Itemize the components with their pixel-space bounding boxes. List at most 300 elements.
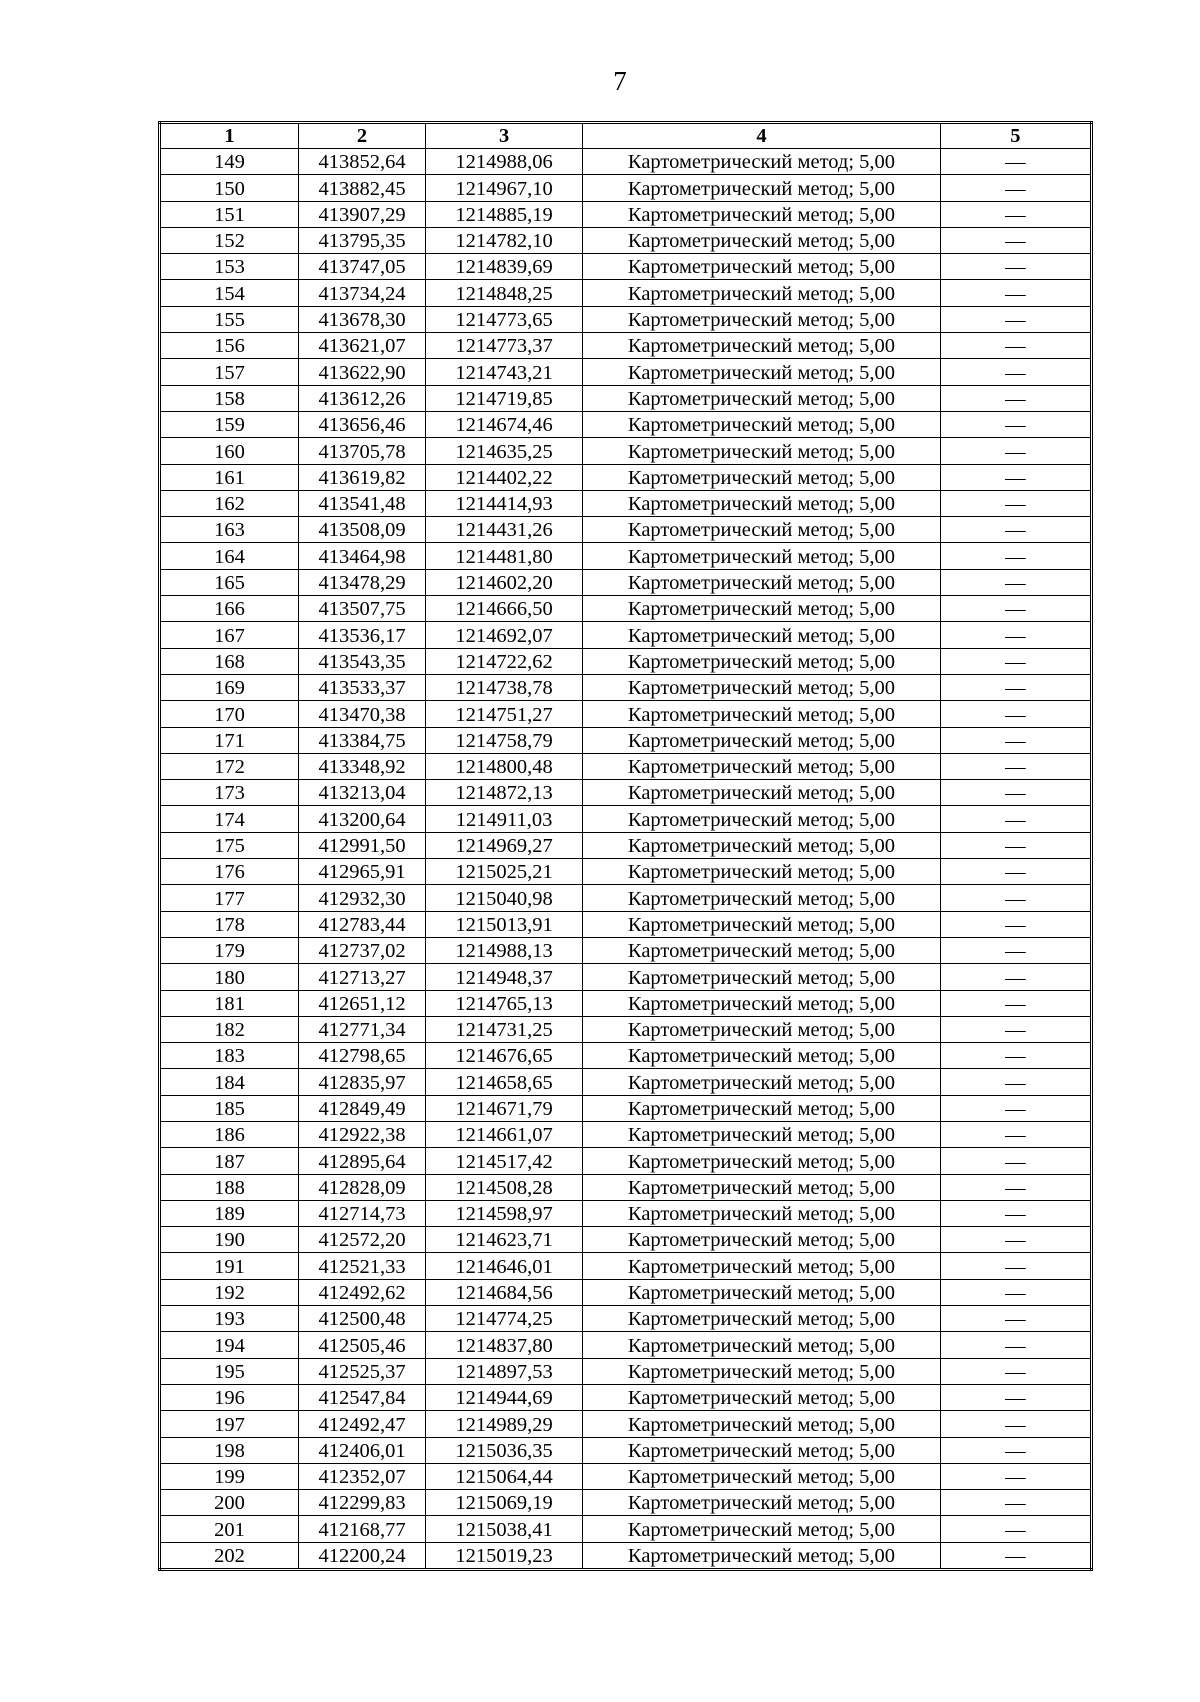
method-cell: Картометрический метод; 5,00 bbox=[583, 569, 941, 595]
point-number-cell: 169 bbox=[160, 674, 299, 700]
x-coordinate-cell: 412521,33 bbox=[299, 1253, 426, 1279]
point-number-cell: 190 bbox=[160, 1227, 299, 1253]
x-coordinate-cell: 412299,83 bbox=[299, 1490, 426, 1516]
point-number-cell: 199 bbox=[160, 1463, 299, 1489]
y-coordinate-cell: 1214722,62 bbox=[425, 648, 582, 674]
table-row bbox=[160, 1332, 1092, 1358]
method-cell: Картометрический метод; 5,00 bbox=[583, 149, 941, 175]
x-coordinate-cell: 412492,47 bbox=[299, 1411, 426, 1437]
column-header: 1 bbox=[160, 123, 299, 149]
note-cell: — bbox=[940, 201, 1091, 227]
point-number-cell: 175 bbox=[160, 832, 299, 858]
table-row bbox=[160, 385, 1092, 411]
page-number: 7 bbox=[613, 66, 627, 96]
y-coordinate-cell: 1215036,35 bbox=[425, 1437, 582, 1463]
note-cell: — bbox=[940, 1016, 1091, 1042]
x-coordinate-cell: 413507,75 bbox=[299, 596, 426, 622]
method-cell: Картометрический метод; 5,00 bbox=[583, 464, 941, 490]
point-number-cell: 165 bbox=[160, 569, 299, 595]
note-cell: — bbox=[940, 411, 1091, 437]
point-number-cell: 157 bbox=[160, 359, 299, 385]
table-row bbox=[160, 438, 1092, 464]
note-cell: — bbox=[940, 517, 1091, 543]
method-cell: Картометрический метод; 5,00 bbox=[583, 937, 941, 963]
method-cell: Картометрический метод; 5,00 bbox=[583, 1095, 941, 1121]
x-coordinate-cell: 412352,07 bbox=[299, 1463, 426, 1489]
method-cell: Картометрический метод; 5,00 bbox=[583, 780, 941, 806]
table-row bbox=[160, 648, 1092, 674]
method-cell: Картометрический метод; 5,00 bbox=[583, 333, 941, 359]
method-cell: Картометрический метод; 5,00 bbox=[583, 1174, 941, 1200]
x-coordinate-cell: 412168,77 bbox=[299, 1516, 426, 1542]
note-cell: — bbox=[940, 1279, 1091, 1305]
method-cell: Картометрический метод; 5,00 bbox=[583, 1411, 941, 1437]
point-number-cell: 183 bbox=[160, 1043, 299, 1069]
note-cell: — bbox=[940, 1332, 1091, 1358]
method-cell: Картометрический метод; 5,00 bbox=[583, 1121, 941, 1147]
method-cell: Картометрический метод; 5,00 bbox=[583, 859, 941, 885]
method-cell: Картометрический метод; 5,00 bbox=[583, 964, 941, 990]
y-coordinate-cell: 1214684,56 bbox=[425, 1279, 582, 1305]
note-cell: — bbox=[940, 911, 1091, 937]
point-number-cell: 194 bbox=[160, 1332, 299, 1358]
method-cell: Картометрический метод; 5,00 bbox=[583, 1490, 941, 1516]
table-row bbox=[160, 1358, 1092, 1384]
note-cell: — bbox=[940, 254, 1091, 280]
y-coordinate-cell: 1215025,21 bbox=[425, 859, 582, 885]
point-number-cell: 160 bbox=[160, 438, 299, 464]
table-row bbox=[160, 832, 1092, 858]
table-row bbox=[160, 411, 1092, 437]
y-coordinate-cell: 1214738,78 bbox=[425, 674, 582, 700]
point-number-cell: 201 bbox=[160, 1516, 299, 1542]
table-row bbox=[160, 1306, 1092, 1332]
x-coordinate-cell: 413705,78 bbox=[299, 438, 426, 464]
table-row bbox=[160, 806, 1092, 832]
table-row bbox=[160, 306, 1092, 332]
x-coordinate-cell: 412547,84 bbox=[299, 1384, 426, 1410]
table-row bbox=[160, 964, 1092, 990]
point-number-cell: 193 bbox=[160, 1306, 299, 1332]
point-number-cell: 149 bbox=[160, 149, 299, 175]
x-coordinate-cell: 412572,20 bbox=[299, 1227, 426, 1253]
table-row bbox=[160, 1016, 1092, 1042]
note-cell: — bbox=[940, 333, 1091, 359]
table-row bbox=[160, 1411, 1092, 1437]
note-cell: — bbox=[940, 1227, 1091, 1253]
point-number-cell: 181 bbox=[160, 990, 299, 1016]
x-coordinate-cell: 413882,45 bbox=[299, 175, 426, 201]
note-cell: — bbox=[940, 859, 1091, 885]
table-row bbox=[160, 859, 1092, 885]
y-coordinate-cell: 1214967,10 bbox=[425, 175, 582, 201]
point-number-cell: 179 bbox=[160, 937, 299, 963]
point-number-cell: 174 bbox=[160, 806, 299, 832]
note-cell: — bbox=[940, 753, 1091, 779]
x-coordinate-cell: 412406,01 bbox=[299, 1437, 426, 1463]
point-number-cell: 184 bbox=[160, 1069, 299, 1095]
x-coordinate-cell: 413852,64 bbox=[299, 149, 426, 175]
method-cell: Картометрический метод; 5,00 bbox=[583, 1384, 941, 1410]
y-coordinate-cell: 1214674,46 bbox=[425, 411, 582, 437]
table-row bbox=[160, 701, 1092, 727]
table-row bbox=[160, 1542, 1092, 1569]
y-coordinate-cell: 1214671,79 bbox=[425, 1095, 582, 1121]
point-number-cell: 189 bbox=[160, 1200, 299, 1226]
method-cell: Картометрический метод; 5,00 bbox=[583, 1200, 941, 1226]
point-number-cell: 192 bbox=[160, 1279, 299, 1305]
point-number-cell: 187 bbox=[160, 1148, 299, 1174]
point-number-cell: 172 bbox=[160, 753, 299, 779]
note-cell: — bbox=[940, 964, 1091, 990]
note-cell: — bbox=[940, 1174, 1091, 1200]
point-number-cell: 188 bbox=[160, 1174, 299, 1200]
point-number-cell: 170 bbox=[160, 701, 299, 727]
table-row bbox=[160, 911, 1092, 937]
table-row bbox=[160, 937, 1092, 963]
table-row bbox=[160, 596, 1092, 622]
x-coordinate-cell: 413348,92 bbox=[299, 753, 426, 779]
x-coordinate-cell: 412835,97 bbox=[299, 1069, 426, 1095]
method-cell: Картометрический метод; 5,00 bbox=[583, 385, 941, 411]
table-body bbox=[160, 149, 1092, 1570]
x-coordinate-cell: 412492,62 bbox=[299, 1279, 426, 1305]
table-row bbox=[160, 1279, 1092, 1305]
y-coordinate-cell: 1214989,29 bbox=[425, 1411, 582, 1437]
point-number-cell: 150 bbox=[160, 175, 299, 201]
point-number-cell: 166 bbox=[160, 596, 299, 622]
note-cell: — bbox=[940, 1200, 1091, 1226]
note-cell: — bbox=[940, 385, 1091, 411]
x-coordinate-cell: 413619,82 bbox=[299, 464, 426, 490]
y-coordinate-cell: 1214623,71 bbox=[425, 1227, 582, 1253]
point-number-cell: 161 bbox=[160, 464, 299, 490]
x-coordinate-cell: 413734,24 bbox=[299, 280, 426, 306]
point-number-cell: 168 bbox=[160, 648, 299, 674]
y-coordinate-cell: 1214897,53 bbox=[425, 1358, 582, 1384]
x-coordinate-cell: 412714,73 bbox=[299, 1200, 426, 1226]
table-row bbox=[160, 753, 1092, 779]
table-row bbox=[160, 1148, 1092, 1174]
y-coordinate-cell: 1214872,13 bbox=[425, 780, 582, 806]
x-coordinate-cell: 412922,38 bbox=[299, 1121, 426, 1147]
method-cell: Картометрический метод; 5,00 bbox=[583, 543, 941, 569]
method-cell: Картометрический метод; 5,00 bbox=[583, 1069, 941, 1095]
x-coordinate-cell: 413384,75 bbox=[299, 727, 426, 753]
table-row bbox=[160, 464, 1092, 490]
note-cell: — bbox=[940, 1069, 1091, 1095]
x-coordinate-cell: 412713,27 bbox=[299, 964, 426, 990]
method-cell: Картометрический метод; 5,00 bbox=[583, 280, 941, 306]
column-header: 4 bbox=[583, 123, 941, 149]
method-cell: Картометрический метод; 5,00 bbox=[583, 674, 941, 700]
y-coordinate-cell: 1214837,80 bbox=[425, 1332, 582, 1358]
note-cell: — bbox=[940, 227, 1091, 253]
note-cell: — bbox=[940, 727, 1091, 753]
y-coordinate-cell: 1214517,42 bbox=[425, 1148, 582, 1174]
y-coordinate-cell: 1214773,37 bbox=[425, 333, 582, 359]
note-cell: — bbox=[940, 490, 1091, 516]
note-cell: — bbox=[940, 596, 1091, 622]
note-cell: — bbox=[940, 569, 1091, 595]
y-coordinate-cell: 1214800,48 bbox=[425, 753, 582, 779]
method-cell: Картометрический метод; 5,00 bbox=[583, 1043, 941, 1069]
y-coordinate-cell: 1214676,65 bbox=[425, 1043, 582, 1069]
table-row bbox=[160, 1200, 1092, 1226]
y-coordinate-cell: 1215040,98 bbox=[425, 885, 582, 911]
point-number-cell: 178 bbox=[160, 911, 299, 937]
method-cell: Картометрический метод; 5,00 bbox=[583, 911, 941, 937]
note-cell: — bbox=[940, 359, 1091, 385]
note-cell: — bbox=[940, 543, 1091, 569]
y-coordinate-cell: 1214848,25 bbox=[425, 280, 582, 306]
note-cell: — bbox=[940, 175, 1091, 201]
method-cell: Картометрический метод; 5,00 bbox=[583, 306, 941, 332]
note-cell: — bbox=[940, 937, 1091, 963]
note-cell: — bbox=[940, 1490, 1091, 1516]
x-coordinate-cell: 412200,24 bbox=[299, 1542, 426, 1569]
y-coordinate-cell: 1214402,22 bbox=[425, 464, 582, 490]
method-cell: Картометрический метод; 5,00 bbox=[583, 753, 941, 779]
point-number-cell: 167 bbox=[160, 622, 299, 648]
method-cell: Картометрический метод; 5,00 bbox=[583, 832, 941, 858]
x-coordinate-cell: 413678,30 bbox=[299, 306, 426, 332]
point-number-cell: 202 bbox=[160, 1542, 299, 1569]
method-cell: Картометрический метод; 5,00 bbox=[583, 227, 941, 253]
y-coordinate-cell: 1214508,28 bbox=[425, 1174, 582, 1200]
method-cell: Картометрический метод; 5,00 bbox=[583, 727, 941, 753]
column-header: 3 bbox=[425, 123, 582, 149]
point-number-cell: 171 bbox=[160, 727, 299, 753]
note-cell: — bbox=[940, 806, 1091, 832]
point-number-cell: 155 bbox=[160, 306, 299, 332]
y-coordinate-cell: 1214661,07 bbox=[425, 1121, 582, 1147]
note-cell: — bbox=[940, 280, 1091, 306]
method-cell: Картометрический метод; 5,00 bbox=[583, 490, 941, 516]
point-number-cell: 186 bbox=[160, 1121, 299, 1147]
y-coordinate-cell: 1214731,25 bbox=[425, 1016, 582, 1042]
method-cell: Картометрический метод; 5,00 bbox=[583, 1542, 941, 1569]
point-number-cell: 198 bbox=[160, 1437, 299, 1463]
method-cell: Картометрический метод; 5,00 bbox=[583, 1227, 941, 1253]
point-number-cell: 197 bbox=[160, 1411, 299, 1437]
method-cell: Картометрический метод; 5,00 bbox=[583, 990, 941, 1016]
x-coordinate-cell: 412798,65 bbox=[299, 1043, 426, 1069]
table-row bbox=[160, 1253, 1092, 1279]
point-number-cell: 162 bbox=[160, 490, 299, 516]
point-number-cell: 176 bbox=[160, 859, 299, 885]
table-row bbox=[160, 543, 1092, 569]
table-header-row bbox=[160, 123, 1092, 149]
point-number-cell: 154 bbox=[160, 280, 299, 306]
point-number-cell: 180 bbox=[160, 964, 299, 990]
x-coordinate-cell: 413541,48 bbox=[299, 490, 426, 516]
method-cell: Картометрический метод; 5,00 bbox=[583, 596, 941, 622]
method-cell: Картометрический метод; 5,00 bbox=[583, 622, 941, 648]
method-cell: Картометрический метод; 5,00 bbox=[583, 701, 941, 727]
note-cell: — bbox=[940, 832, 1091, 858]
method-cell: Картометрический метод; 5,00 bbox=[583, 1437, 941, 1463]
note-cell: — bbox=[940, 674, 1091, 700]
note-cell: — bbox=[940, 1463, 1091, 1489]
point-number-cell: 156 bbox=[160, 333, 299, 359]
table-row bbox=[160, 1516, 1092, 1542]
x-coordinate-cell: 412895,64 bbox=[299, 1148, 426, 1174]
point-number-cell: 177 bbox=[160, 885, 299, 911]
x-coordinate-cell: 412849,49 bbox=[299, 1095, 426, 1121]
x-coordinate-cell: 412771,34 bbox=[299, 1016, 426, 1042]
note-cell: — bbox=[940, 1437, 1091, 1463]
note-cell: — bbox=[940, 1306, 1091, 1332]
y-coordinate-cell: 1214414,93 bbox=[425, 490, 582, 516]
x-coordinate-cell: 413612,26 bbox=[299, 385, 426, 411]
table-row bbox=[160, 1437, 1092, 1463]
x-coordinate-cell: 412932,30 bbox=[299, 885, 426, 911]
x-coordinate-cell: 413907,29 bbox=[299, 201, 426, 227]
x-coordinate-cell: 413622,90 bbox=[299, 359, 426, 385]
point-number-cell: 182 bbox=[160, 1016, 299, 1042]
x-coordinate-cell: 413470,38 bbox=[299, 701, 426, 727]
y-coordinate-cell: 1214988,13 bbox=[425, 937, 582, 963]
table-row bbox=[160, 1069, 1092, 1095]
point-number-cell: 200 bbox=[160, 1490, 299, 1516]
x-coordinate-cell: 412737,02 bbox=[299, 937, 426, 963]
note-cell: — bbox=[940, 648, 1091, 674]
y-coordinate-cell: 1215038,41 bbox=[425, 1516, 582, 1542]
x-coordinate-cell: 412965,91 bbox=[299, 859, 426, 885]
method-cell: Картометрический метод; 5,00 bbox=[583, 438, 941, 464]
note-cell: — bbox=[940, 1253, 1091, 1279]
method-cell: Картометрический метод; 5,00 bbox=[583, 254, 941, 280]
note-cell: — bbox=[940, 622, 1091, 648]
x-coordinate-cell: 412783,44 bbox=[299, 911, 426, 937]
y-coordinate-cell: 1215069,19 bbox=[425, 1490, 582, 1516]
note-cell: — bbox=[940, 1411, 1091, 1437]
note-cell: — bbox=[940, 1043, 1091, 1069]
note-cell: — bbox=[940, 1384, 1091, 1410]
method-cell: Картометрический метод; 5,00 bbox=[583, 1332, 941, 1358]
point-number-cell: 173 bbox=[160, 780, 299, 806]
method-cell: Картометрический метод; 5,00 bbox=[583, 201, 941, 227]
x-coordinate-cell: 412500,48 bbox=[299, 1306, 426, 1332]
y-coordinate-cell: 1214969,27 bbox=[425, 832, 582, 858]
method-cell: Картометрический метод; 5,00 bbox=[583, 1358, 941, 1384]
point-number-cell: 152 bbox=[160, 227, 299, 253]
table-row bbox=[160, 1095, 1092, 1121]
method-cell: Картометрический метод; 5,00 bbox=[583, 411, 941, 437]
y-coordinate-cell: 1214431,26 bbox=[425, 517, 582, 543]
method-cell: Картометрический метод; 5,00 bbox=[583, 1463, 941, 1489]
y-coordinate-cell: 1214758,79 bbox=[425, 727, 582, 753]
table-row bbox=[160, 1174, 1092, 1200]
method-cell: Картометрический метод; 5,00 bbox=[583, 359, 941, 385]
column-header: 2 bbox=[299, 123, 426, 149]
y-coordinate-cell: 1214839,69 bbox=[425, 254, 582, 280]
x-coordinate-cell: 412828,09 bbox=[299, 1174, 426, 1200]
table-row bbox=[160, 1121, 1092, 1147]
point-number-cell: 185 bbox=[160, 1095, 299, 1121]
y-coordinate-cell: 1214598,97 bbox=[425, 1200, 582, 1226]
y-coordinate-cell: 1214911,03 bbox=[425, 806, 582, 832]
y-coordinate-cell: 1214692,07 bbox=[425, 622, 582, 648]
y-coordinate-cell: 1215019,23 bbox=[425, 1542, 582, 1569]
point-number-cell: 159 bbox=[160, 411, 299, 437]
method-cell: Картометрический метод; 5,00 bbox=[583, 1516, 941, 1542]
x-coordinate-cell: 413478,29 bbox=[299, 569, 426, 595]
x-coordinate-cell: 413464,98 bbox=[299, 543, 426, 569]
note-cell: — bbox=[940, 1358, 1091, 1384]
x-coordinate-cell: 413536,17 bbox=[299, 622, 426, 648]
method-cell: Картометрический метод; 5,00 bbox=[583, 1016, 941, 1042]
point-number-cell: 151 bbox=[160, 201, 299, 227]
table-row bbox=[160, 1043, 1092, 1069]
y-coordinate-cell: 1215013,91 bbox=[425, 911, 582, 937]
table-row bbox=[160, 990, 1092, 1016]
y-coordinate-cell: 1214635,25 bbox=[425, 438, 582, 464]
point-number-cell: 158 bbox=[160, 385, 299, 411]
note-cell: — bbox=[940, 438, 1091, 464]
note-cell: — bbox=[940, 1148, 1091, 1174]
table-row bbox=[160, 149, 1092, 175]
x-coordinate-cell: 413543,35 bbox=[299, 648, 426, 674]
table-row bbox=[160, 175, 1092, 201]
method-cell: Картометрический метод; 5,00 bbox=[583, 517, 941, 543]
coordinates-table bbox=[158, 121, 1093, 1571]
note-cell: — bbox=[940, 885, 1091, 911]
table-row bbox=[160, 622, 1092, 648]
x-coordinate-cell: 412991,50 bbox=[299, 832, 426, 858]
y-coordinate-cell: 1214773,65 bbox=[425, 306, 582, 332]
x-coordinate-cell: 413747,05 bbox=[299, 254, 426, 280]
table-row bbox=[160, 780, 1092, 806]
x-coordinate-cell: 412651,12 bbox=[299, 990, 426, 1016]
y-coordinate-cell: 1214658,65 bbox=[425, 1069, 582, 1095]
point-number-cell: 164 bbox=[160, 543, 299, 569]
y-coordinate-cell: 1214743,21 bbox=[425, 359, 582, 385]
note-cell: — bbox=[940, 1542, 1091, 1569]
table-row bbox=[160, 280, 1092, 306]
table-row bbox=[160, 569, 1092, 595]
y-coordinate-cell: 1214782,10 bbox=[425, 227, 582, 253]
table-row bbox=[160, 359, 1092, 385]
method-cell: Картометрический метод; 5,00 bbox=[583, 1306, 941, 1332]
note-cell: — bbox=[940, 990, 1091, 1016]
table-row bbox=[160, 333, 1092, 359]
method-cell: Картометрический метод; 5,00 bbox=[583, 175, 941, 201]
note-cell: — bbox=[940, 780, 1091, 806]
column-header: 5 bbox=[940, 123, 1091, 149]
y-coordinate-cell: 1214751,27 bbox=[425, 701, 582, 727]
x-coordinate-cell: 412505,46 bbox=[299, 1332, 426, 1358]
note-cell: — bbox=[940, 1121, 1091, 1147]
note-cell: — bbox=[940, 149, 1091, 175]
method-cell: Картометрический метод; 5,00 bbox=[583, 806, 941, 832]
method-cell: Картометрический метод; 5,00 bbox=[583, 1279, 941, 1305]
note-cell: — bbox=[940, 1516, 1091, 1542]
table-row bbox=[160, 727, 1092, 753]
x-coordinate-cell: 412525,37 bbox=[299, 1358, 426, 1384]
x-coordinate-cell: 413213,04 bbox=[299, 780, 426, 806]
table-row bbox=[160, 227, 1092, 253]
table-row bbox=[160, 490, 1092, 516]
point-number-cell: 191 bbox=[160, 1253, 299, 1279]
table-row bbox=[160, 885, 1092, 911]
x-coordinate-cell: 413508,09 bbox=[299, 517, 426, 543]
table-row bbox=[160, 517, 1092, 543]
table-row bbox=[160, 1384, 1092, 1410]
y-coordinate-cell: 1214765,13 bbox=[425, 990, 582, 1016]
note-cell: — bbox=[940, 701, 1091, 727]
